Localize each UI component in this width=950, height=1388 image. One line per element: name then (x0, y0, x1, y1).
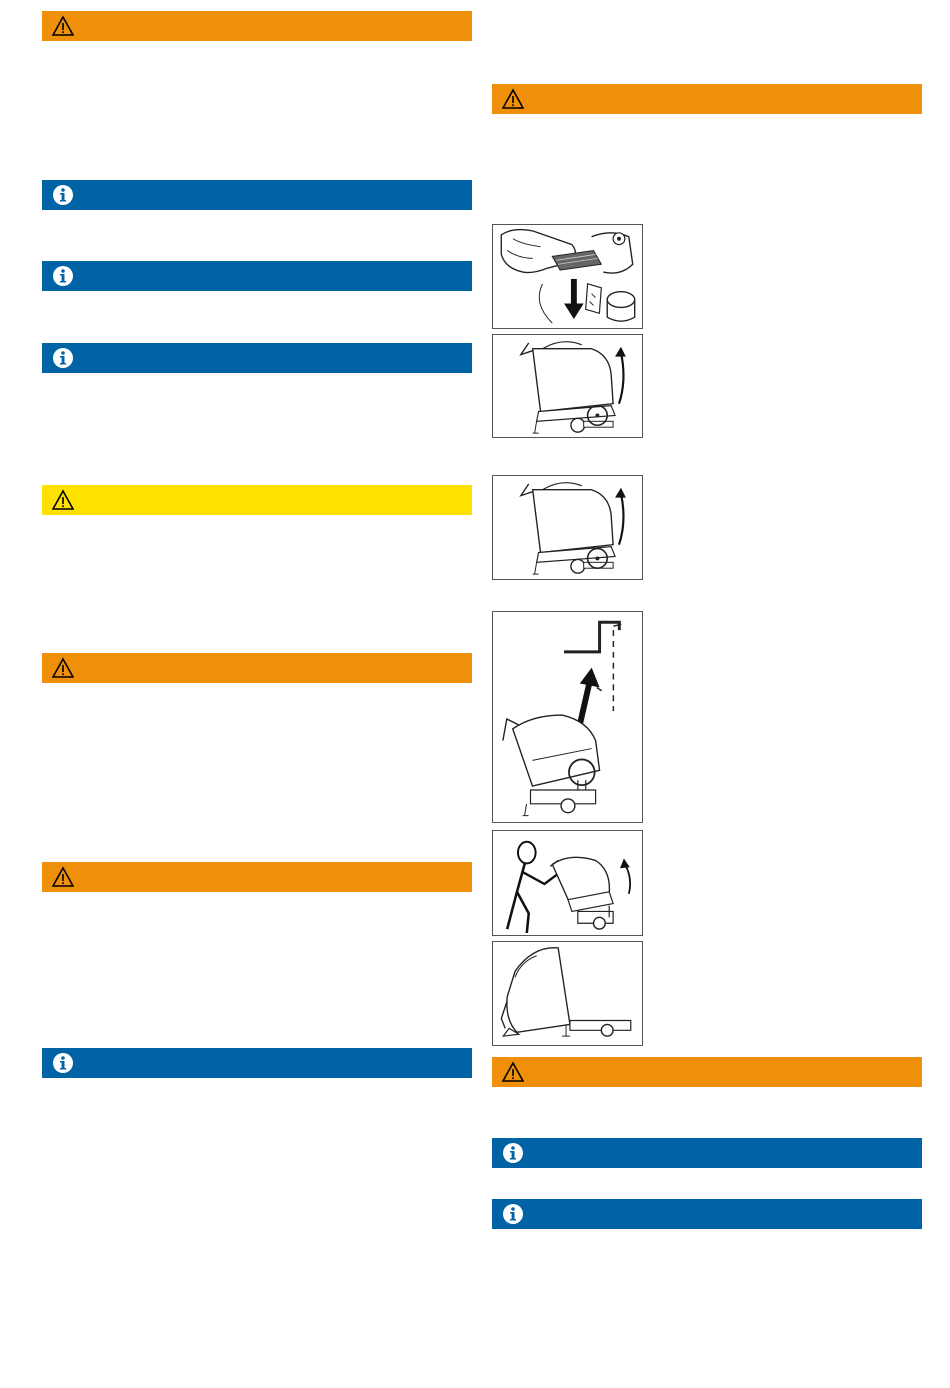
warning-bar (492, 1057, 922, 1087)
machine-lift-to-step-figure (492, 611, 643, 823)
info-icon (52, 347, 74, 369)
warning-triangle-icon (502, 88, 524, 110)
warning-bar (492, 84, 922, 114)
warning-triangle-icon (52, 15, 74, 37)
person-tilting-machine-illustration (493, 831, 642, 935)
machine-tilt-illustration (493, 335, 642, 437)
person-tilting-machine-figure (492, 830, 643, 936)
info-bar (492, 1138, 922, 1168)
machine-upright-illustration (493, 942, 642, 1045)
info-icon (52, 184, 74, 206)
info-icon (502, 1142, 524, 1164)
warning-triangle-icon (52, 657, 74, 679)
info-bar (42, 261, 472, 291)
hand-pressing-lever-illustration (493, 225, 642, 328)
info-bar (42, 1048, 472, 1078)
info-bar (42, 343, 472, 373)
info-bar (42, 180, 472, 210)
machine-tilt-figure-repeat (492, 475, 643, 580)
warning-bar (42, 653, 472, 683)
info-icon (502, 1203, 524, 1225)
warning-triangle-icon (52, 489, 74, 511)
warning-bar (42, 11, 472, 41)
machine-tilt-illustration (493, 476, 642, 579)
machine-upright-figure (492, 941, 643, 1046)
caution-bar (42, 485, 472, 515)
machine-lift-illustration (493, 612, 642, 822)
info-icon (52, 265, 74, 287)
info-bar (492, 1199, 922, 1229)
warning-triangle-icon (502, 1061, 524, 1083)
warning-bar (42, 862, 472, 892)
info-icon (52, 1052, 74, 1074)
warning-triangle-icon (52, 866, 74, 888)
machine-tilt-figure (492, 334, 643, 438)
hand-pressing-lever-figure (492, 224, 643, 329)
